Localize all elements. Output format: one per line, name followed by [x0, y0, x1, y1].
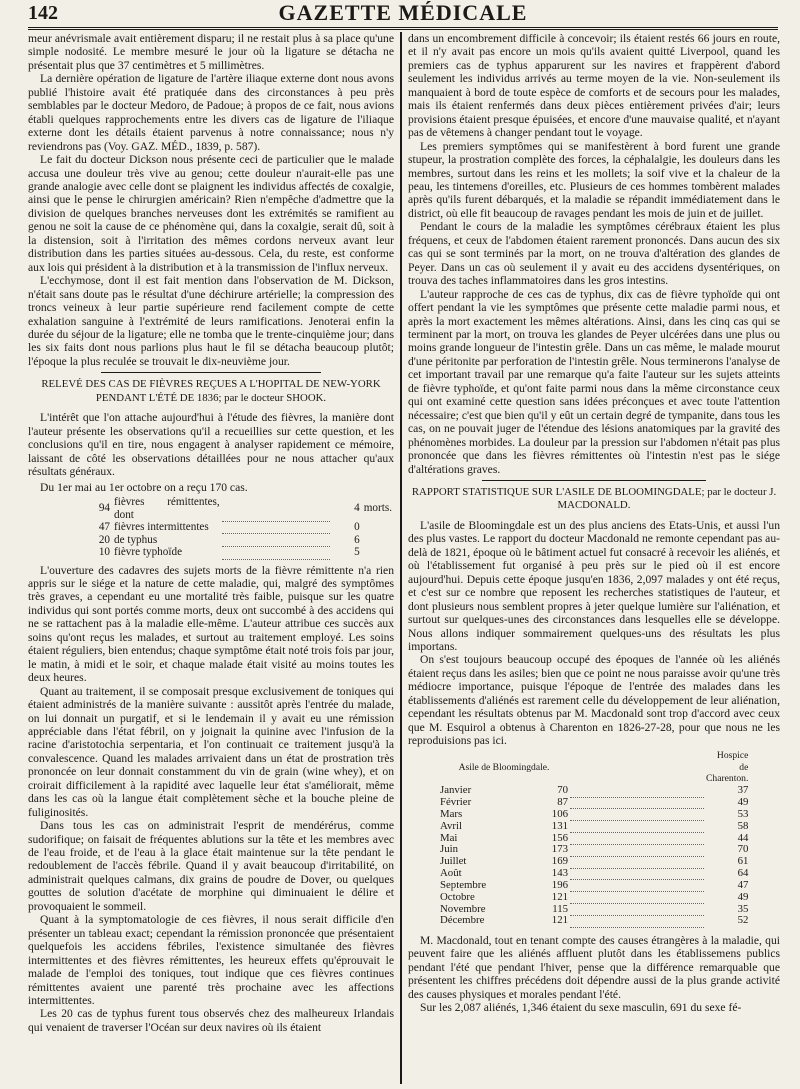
paragraph: M. Macdonald, tout en tenant compte des causes étrangères à la maladie, qui peuvent faire que les aliénés affluent plutôt dans les établissemens publics pendant l'été que pendant l'hiver, pense que la différence remarquable que présentent les chiffres précédens doit dépendre aussi de la plus grande activité des causes physiques et morales pendant l'été. [408, 933, 780, 1001]
stats-deaths: 6 [354, 533, 360, 546]
month-name: Novembre [440, 902, 486, 915]
stats-unit: morts. [363, 502, 392, 515]
journal-title: GAZETTE MÉDICALE [278, 0, 528, 25]
article-title: RAPPORT STATISTIQUE SUR L'ASILE DE BLOOMINGDALE; par le docteur J. MACDONALD. [411, 485, 777, 512]
month-name: Août [440, 867, 462, 880]
bloomingdale-count: 115 [552, 902, 568, 915]
table-row [438, 892, 750, 904]
stats-deaths: 5 [354, 546, 360, 559]
bloomingdale-count: 121 [551, 914, 568, 927]
stats-label: fièvre typhoïde [114, 546, 183, 559]
stats-count: 94 [98, 502, 110, 515]
month-name: Janvier [440, 784, 472, 797]
article-separator [101, 372, 321, 373]
bloomingdale-count: 131 [551, 819, 568, 832]
leader-dots [222, 521, 330, 534]
bloomingdale-count: 87 [557, 796, 568, 809]
charenton-count: 47 [737, 878, 749, 891]
stats-unit [362, 546, 394, 559]
column-header: Hospice de Charenton. [706, 749, 749, 785]
paragraph: La dernière opération de ligature de l'artère iliaque externe dont nous avons publié l'histoire avait été pratiquée dans des circonstances à peu près semblables par le docteur Medoro, de Padoue; à propos de ce fait, nous avions établi quelques rapprochements entre les divers cas de ligature de l'iliaque externe dont les détails étaient parvenus à notre connaissance; nous n'y reviendrons pas (Voy. GAZ. MÉD., 1839, p. 587). [28, 72, 394, 153]
left-column [28, 32, 394, 1086]
page-header [28, 0, 778, 26]
stats-label: fièvres intermittentes [114, 521, 209, 534]
month-name: Octobre [440, 890, 475, 903]
bloomingdale-count: 156 [551, 831, 568, 844]
table-header-row [438, 750, 750, 786]
paragraph: Quant au traitement, il se composait presque exclusivement de toniques qui étaient administrés de la manière suivante : aussitôt après l'entrée du malade, on lui donnait un purgatif, et si le lendemain il y avait eu une rémission appréciable dans l'état fébril, on y joignait la quinine avec l'infusion de la racine d'aristotochia serpentaria, et l'on continuait ce traitement jusqu'à la convalescence. Quand les malades arrivaient dans un état de prostration très prononcée on leur donnait constamment du vin de grain (wine whey), et on croirait difficilement à la rapidité avec laquelle leur état s'améliorait, même dans les cas où la langue était complètement sèche et la bouche pleine de fuliginosités. [28, 684, 394, 819]
paragraph: Dans tous les cas on administrait l'esprit de mendérérus, comme sudorifique; on faisait de fréquentes ablutions sur la tête et les membres avec de l'eau froide, et de l'eau à la glace était maintenue sur la tête pendant le redoublement de l'accès fébrile. Quand il y avait beaucoup d'irritabilité, on administrait quelques calmans, dix grains de poudre de Dover, ou quelques gouttes de solution d'acétate de morphine qui diminuaient le délire et provoquaient le sommeil. [28, 819, 394, 913]
charenton-count: 64 [737, 867, 749, 880]
paragraph: On s'est toujours beaucoup occupé des époques de l'année où les aliénés étaient reçus dans les asiles; bien que ce point ne nous paraisse avoir qu'une très médiocre importance, puisque l'époque de l'entrée des malades dans les établissements d'aliénés est rarement celle du développement de leur aliénation, cependant les résultats obtenus par M. Macdonald sont trop d'accord avec ceux que M. Esquirol a obtenus à Charenton en 1826-27-28, pour que nous ne les reproduisions pas ici. [408, 653, 780, 748]
paragraph: Les 20 cas de typhus furent tous observés chez des malheureux Irlandais qui venaient de traverser l'Océan sur deux navires où ils étaient [28, 1007, 394, 1034]
table-row [438, 904, 750, 916]
charenton-count: 44 [737, 831, 749, 844]
bloomingdale-count: 169 [551, 855, 568, 868]
charenton-count: 70 [737, 843, 749, 856]
leader-dots [222, 534, 330, 547]
stats-deaths: 0 [354, 521, 360, 534]
article-separator [482, 480, 705, 481]
stats-label: fièvres rémittentes, dont [114, 496, 220, 521]
leader-dots [222, 496, 330, 521]
table-row [438, 915, 750, 927]
stats-row [80, 496, 394, 521]
table-row [438, 785, 750, 797]
leader-dots [570, 821, 704, 833]
month-name: Février [440, 796, 472, 809]
leader-dots [570, 880, 704, 892]
paragraph: L'ecchymose, dont il est fait mention dans l'observation de M. Dickson, n'était sans doute pas le résultat d'une déchirure artérielle; la compression des troncs veineux à leur partie supérieure rend facilement compte de cette exhalation sanguine à l'extrémité de leurs ramifications. Jenoterai enfin la durée du séjour de la ligature; elle ne tomba que le trente-cinquième jour; dans les six faits dont nous parlions plus haut le fil se détacha beaucoup plutôt; l'époque la plus reculée se trouvait le dix-neuvième jour. [28, 274, 394, 368]
paragraph: meur anévrismale avait entièrement disparu; il ne restait plus à sa place qu'une simple nodosité. Le membre mesuré le jour où la ligature se détacha ne présentait plus que 37 centimètres et 5 millimètres. [28, 32, 394, 72]
leader-dots [570, 892, 704, 904]
paragraph: Sur les 2,087 aliénés, 1,346 étaient du sexe masculin, 691 du sexe fé- [420, 1001, 742, 1015]
article-title: RELEVÉ DES CAS DE FIÈVRES REÇUES A L'HOPITAL DE NEW-YORK PENDANT L'ÉTÉ DE 1836; par le docteur SHOOK. [41, 378, 381, 404]
table-row [438, 809, 750, 821]
paragraph: L'asile de Bloomingdale est un des plus anciens des Etats-Unis, et aussi l'un des plus vastes. Le rapport du docteur Macdonald ne remonte cependant pas au-delà de 1821, époque où le bâtiment actuel fut consacré à recevoir les aliénés, et où l'établissement fut organisé à peu près sur le pied où il est encore aujourd'hui. Depuis cette époque jusqu'en 1836, 2,097 malades y ont été reçus, et c'est sur ce nombre que reposent les recherches statistiques de l'auteur, et dont plusieurs nous semblent propres à jeter quelque lumière sur l'aliénation, et surtout sur quelques-unes des circonstances dans lesquelles elle se développe. Nous allons indiquer sommairement quelques-uns des résultats les plus importans. [408, 518, 780, 654]
charenton-count: 58 [737, 819, 749, 832]
fever-stats-table [80, 496, 394, 559]
bloomingdale-count: 70 [557, 784, 568, 797]
stats-count: 20 [98, 533, 110, 546]
charenton-count: 49 [737, 890, 749, 903]
header-rule [28, 27, 778, 30]
paragraph: L'auteur rapproche de ces cas de typhus, dix cas de fièvre typhoïde qui ont offert pendant la vie les symptômes que présente cette maladie parmi nous, et après la mort exactement les mêmes altérations. Ainsi, dans les cinq cas qui se terminent par la mort, on trouva les glandes de Peyer ulcérées dans une plus ou moins grande longueur de l'intestin grêle. Dans un cas même, le malade mourut d'une péritonite par perforation de l'intestin grêle. Nous terminerons l'analyse de cet important travail par une remarque qu'a faite l'auteur sur les sujets atteints de fièvre typhoïde, et qu'ont faite parmi nous dans la même circonstance ceux qui ont examiné cette question sans idées préconçues et avec toute l'attention nécessaire; c'est que bien qu'il y eût un certain degré de tympanite, dans tous les cas, on ne pouvait juger de l'étendue des lésions anatomiques par la gravité des phénomènes morbides. La douleur par la pression sur l'abdomen n'était pas plus prononcée que dans les fièvres rémittentes où l'intestin n'est pas le siége d'altérations graves. [408, 287, 780, 476]
table-row [438, 821, 750, 833]
leader-dots [570, 856, 704, 868]
paragraph: L'ouverture des cadavres des sujets morts de la fièvre rémittente n'a rien appris sur le siége et la nature de cette maladie, qui, malgré des symptômes très graves, a cependant eu une mortalité très faible, puisque sur les quatre individus qui sont portés comme morts, deux ont succombé à des accidens qui ne se rattachent pas à la maladie elle-même. L'auteur attribue ces succès aux soins qu'ont reçus les malades, et surtout au traitement employé. Les soins étaient réguliers, bien entendus; chaque symptôme était noté trois fois par jour, le matin, à midi et le soir, et chaque malade était visité au moins toutes les deux heures. [28, 563, 394, 685]
stats-row [80, 521, 394, 534]
table-row [438, 880, 750, 892]
leader-dots [570, 797, 704, 809]
leader-dots [570, 809, 704, 821]
charenton-count: 35 [737, 902, 749, 915]
paragraph: Le fait du docteur Dickson nous présente ceci de particulier que le malade accusa une douleur très vive au genou; cette douleur n'aurait-elle pas une grande analogie avec celle dont se plaignent les individus affectés de coxalgie, ainsi que le pense le chirurgien américain? Rien n'empêche d'admettre que la division de quelques branches nerveuses dont les extrémités se ramifient au genou ne soit la cause de ce phénomène qui, dans la coxalgie, serait dû, soit à la distension, soit à l'irritation des mêmes cordons nerveux avant leur distribution dans les parties situées au-dessous. Cela, du reste, est conforme aux lois qui président à la distribution et à la transmission de l'influx nerveux. [28, 153, 394, 274]
table-row [438, 833, 750, 845]
stats-row [80, 546, 394, 559]
leader-dots [570, 904, 704, 916]
stats-label: de typhus [114, 533, 158, 546]
month-name: Septembre [440, 878, 487, 891]
charenton-count: 37 [737, 784, 749, 797]
bloomingdale-count: 106 [551, 807, 568, 820]
page-number: 142 [28, 2, 58, 24]
column-header: Asile de Bloomingdale. [458, 761, 550, 773]
month-name: Juillet [440, 855, 467, 868]
leader-dots [570, 915, 704, 927]
stats-deaths: 4 [354, 502, 360, 515]
bloomingdale-count: 143 [551, 867, 568, 880]
table-row [438, 797, 750, 809]
admissions-by-month-table [438, 750, 750, 928]
stats-count: 47 [98, 521, 110, 534]
stats-row [80, 534, 394, 547]
leader-dots [570, 868, 704, 880]
leader-dots [222, 546, 330, 559]
paragraph: Pendant le cours de la maladie les symptômes cérébraux étaient les plus fréquens, et ceux de l'abdomen étaient rarement prononcés. Dans aucun des six cas qui se sont terminés par la mort, on ne trouva d'altération des glandes de Peyer. Dans un cas où seulement il y avait eu des accidens dysentériques, on trouva des taches inflammatoires dans les gros intestins. [408, 220, 780, 288]
paragraph: Les premiers symptômes qui se manifestèrent à bord furent une grande stupeur, la prostration complète des forces, la céphalalgie, les douleurs dans les membres, surtout dans les reins et les mollets; la soif vive et la chaleur de la peau, les tintemens d'oreilles, etc. Plusieurs de ces hommes tombèrent malades après qu'ils furent débarqués, et la maladie se répandit immédiatement dans le district, où elle fit beaucoup de ravages pendant les mois de juin et de juillet. [408, 139, 780, 220]
month-rows [438, 785, 750, 927]
charenton-count: 53 [737, 807, 749, 820]
leader-dots [570, 785, 704, 797]
stats-count: 10 [98, 546, 110, 559]
paragraph: dans un encombrement difficile à concevoir; ils étaient restés 66 jours en route, et il n'y avait pas encore un mois qu'ils avaient quitté Liverpool, quand les premiers cas de typhus apparurent sur les navires et frappèrent d'abord seulement les individus arrivés au terme moyen de la vie. Non-seulement ils manquaient à bord de toute espèce de comforts et de secours pour les malades, mais ils étaient renfermés dans deux pièces entièrement privées d'air; leurs provisions étaient presque épuisées, et encore d'une mauvaise qualité, et n'ayant pas de vêtemens à changer pendant tout le voyage. [408, 32, 780, 140]
column-rule [400, 32, 402, 1084]
table-row [438, 856, 750, 868]
charenton-count: 61 [737, 855, 749, 868]
charenton-count: 52 [737, 914, 749, 927]
stats-unit [362, 521, 394, 534]
leader-dots [570, 833, 704, 845]
table-row [438, 844, 750, 856]
paragraph: L'intérêt que l'on attache aujourd'hui à l'étude des fièvres, la manière dont l'auteur présente les observations qu'il a recueillies sur cette question, et les conclusions qu'il en tire, nous engagent à analyser rapidement ce mémoire, laissant de côté les observations détaillées pour ne nous attacher qu'aux résultats généraux. [28, 411, 394, 479]
month-name: Mars [440, 807, 463, 820]
month-name: Décembre [440, 914, 485, 927]
month-name: Mai [440, 831, 458, 844]
charenton-count: 49 [737, 796, 749, 809]
month-name: Juin [440, 843, 458, 856]
stats-unit [362, 534, 394, 547]
leader-dots [570, 844, 704, 856]
month-name: Avril [440, 819, 462, 832]
bloomingdale-count: 173 [551, 843, 568, 856]
bloomingdale-count: 196 [551, 878, 568, 891]
right-column [408, 32, 780, 1086]
paragraph: Quant à la symptomatologie de ces fièvres, il nous serait difficile d'en présenter un tableau exact; cependant la rémission prononcée que présentaient quelquefois les accidens fébriles, l'existence simultanée des fièvres intermittentes et des fièvres rémittentes, les heureux effets qu'éprouvait le malade de l'emploi des toniques, tout indique que ces fièvres continues rémittentes avaient une parenté très prochaine avec les affections intermittentes. [28, 913, 394, 1008]
date-line: Du 1er mai au 1er octobre on a reçu 170 cas. [40, 480, 248, 494]
bloomingdale-count: 121 [551, 890, 568, 903]
